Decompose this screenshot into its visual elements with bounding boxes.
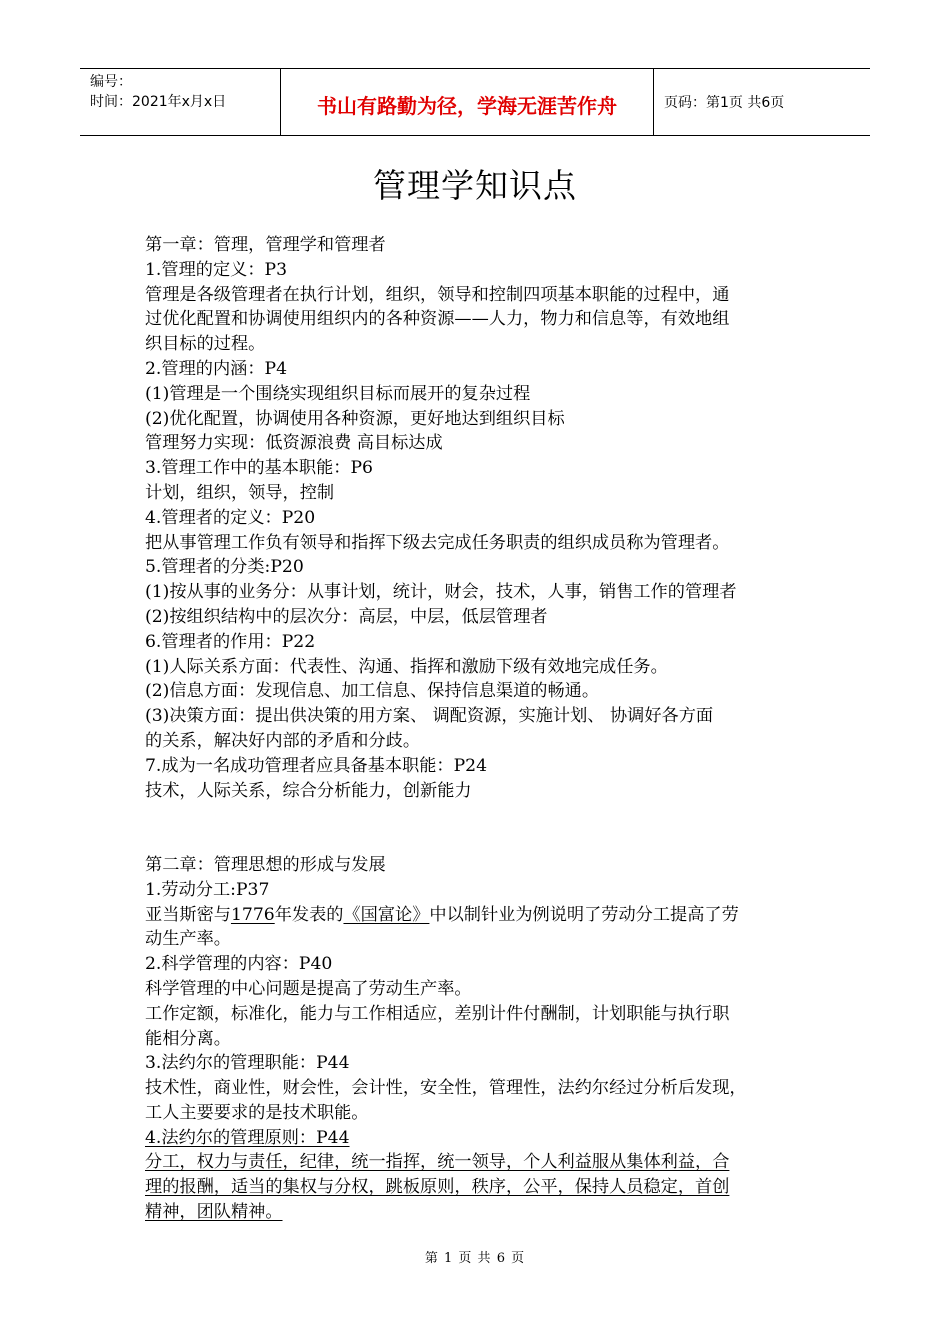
year-underlined: 1776 [230, 904, 275, 925]
paragraph-line: 动生产率。 [145, 929, 231, 950]
paragraph-line [145, 903, 810, 928]
paragraph-line: 工作定额，标准化，能力与工作相适应，差别计件付酬制，计划职能与执行职 [145, 1003, 730, 1024]
paragraph-line: (3)决策方面：提出供决策的用方案、 调配资源，实施计划、 协调好各方面 [145, 706, 714, 727]
paragraph-line: (2)信息方面：发现信息、加工信息、保持信息渠道的畅通。 [145, 681, 600, 702]
paragraph-line: 管理是各级管理者在执行计划，组织，领导和控制四项基本职能的过程中，通 [145, 284, 730, 305]
paragraph-line: 管理努力实现：低资源浪费 高目标达成 [145, 433, 443, 454]
header-page-cell [654, 69, 870, 135]
paragraph-line: 7.成为一名成功管理者应具备基本职能：P24 [145, 755, 488, 776]
paragraph-line: 工人主要要求的是技术职能。 [145, 1102, 369, 1123]
paragraph-line: (2)按组织结构中的层次分：高层，中层，低层管理者 [145, 606, 548, 627]
chapter-2-lines [145, 952, 810, 1126]
paragraph-line [145, 1175, 810, 1200]
paragraph-line [145, 1150, 810, 1175]
paragraph-line: 能相分离。 [145, 1028, 231, 1049]
paragraph-line: 科学管理的中心问题是提高了劳动生产率。 [145, 978, 472, 999]
chapter-2-underlined-lines [145, 1126, 810, 1225]
paragraph-line [145, 1200, 810, 1225]
document-header [80, 68, 870, 136]
paragraph-line: 技术性，商业性，财会性，会计性，安全性，管理性，法约尔经过分析后发现， [145, 1078, 747, 1099]
paragraph-line: 1.劳动分工:P37 [145, 879, 270, 900]
book-title-underlined: 《国富论》 [343, 904, 430, 925]
paragraph-line: 的关系，解决好内部的矛盾和分歧。 [145, 730, 421, 751]
paragraph-line: 5.管理者的分类:P20 [145, 557, 304, 578]
paragraph-line: 3.法约尔的管理职能：P44 [145, 1053, 350, 1074]
paragraph-line: (1)按从事的业务分：从事计划，统计，财会，技术，人事，销售工作的管理者 [145, 582, 737, 603]
text-segment: 中以制针业为例说明了劳动分工提高了劳 [429, 904, 739, 925]
paragraph-line: 2.管理的内涵：P4 [145, 358, 288, 379]
paragraph-line: 4.管理者的定义：P20 [145, 507, 316, 528]
paragraph-line: (1)管理是一个围绕实现组织目标而展开的复杂过程 [145, 383, 531, 404]
page-title: 管理学知识点 [373, 166, 577, 205]
number-label: 编号： [90, 74, 132, 90]
header-motto-cell [281, 69, 654, 135]
paragraph-line: 把从事管理工作负有领导和指挥下级去完成任务职责的组织成员称为管理者。 [145, 532, 730, 553]
page-footer: 第 1 页 共 6 页 [424, 1251, 526, 1266]
section-gap [145, 803, 810, 853]
paragraph-line: 技术，人际关系，综合分析能力，创新能力 [145, 780, 472, 801]
paragraph-line: 织目标的过程。 [145, 334, 266, 355]
chapter-heading: 第一章：管理，管理学和管理者 [145, 235, 386, 255]
motto-text: 书山有路勤为径，学海无涯苦作舟 [317, 93, 617, 118]
paragraph-line: (1)人际关系方面：代表性、沟通、指挥和激励下级有效地完成任务。 [145, 656, 668, 677]
underlined-text: 4.法约尔的管理原则：P44 [145, 1127, 350, 1148]
paragraph-line: 过优化配置和协调使用组织内的各种资源——人力，物力和信息等，有效地组 [145, 309, 730, 330]
paragraph-line: 1.管理的定义：P3 [145, 259, 288, 280]
date-line: 时间：2021年x月x日 [90, 94, 227, 110]
paragraph-line [145, 1126, 810, 1151]
underlined-text: 分工，权力与责任，纪律，统一指挥，统一领导，个人利益服从集体利益，合 [145, 1152, 730, 1173]
header-meta-cell [80, 69, 281, 135]
chapter-1-lines [145, 258, 810, 804]
text-segment: 年发表的 [274, 904, 344, 925]
underlined-text: 精神，团队精神。 [145, 1202, 283, 1223]
paragraph-line: 3.管理工作中的基本职能：P6 [145, 458, 373, 479]
chapter-heading: 第二章：管理思想的形成与发展 [145, 854, 386, 875]
document-body [145, 233, 810, 1225]
paragraph-line: 6.管理者的作用：P22 [145, 631, 316, 652]
paragraph-line: (2)优化配置，协调使用各种资源，更好地达到组织目标 [145, 408, 565, 429]
paragraph-line: 计划，组织，领导，控制 [145, 482, 335, 503]
text-segment: 亚当斯密与 [145, 904, 231, 925]
paragraph-line: 2.科学管理的内容：P40 [145, 954, 333, 975]
page-info: 页码：第1页 共6页 [664, 95, 785, 111]
underlined-text: 理的报酬，适当的集权与分权，跳板原则，秩序，公平，保持人员稳定，首创 [145, 1177, 730, 1198]
